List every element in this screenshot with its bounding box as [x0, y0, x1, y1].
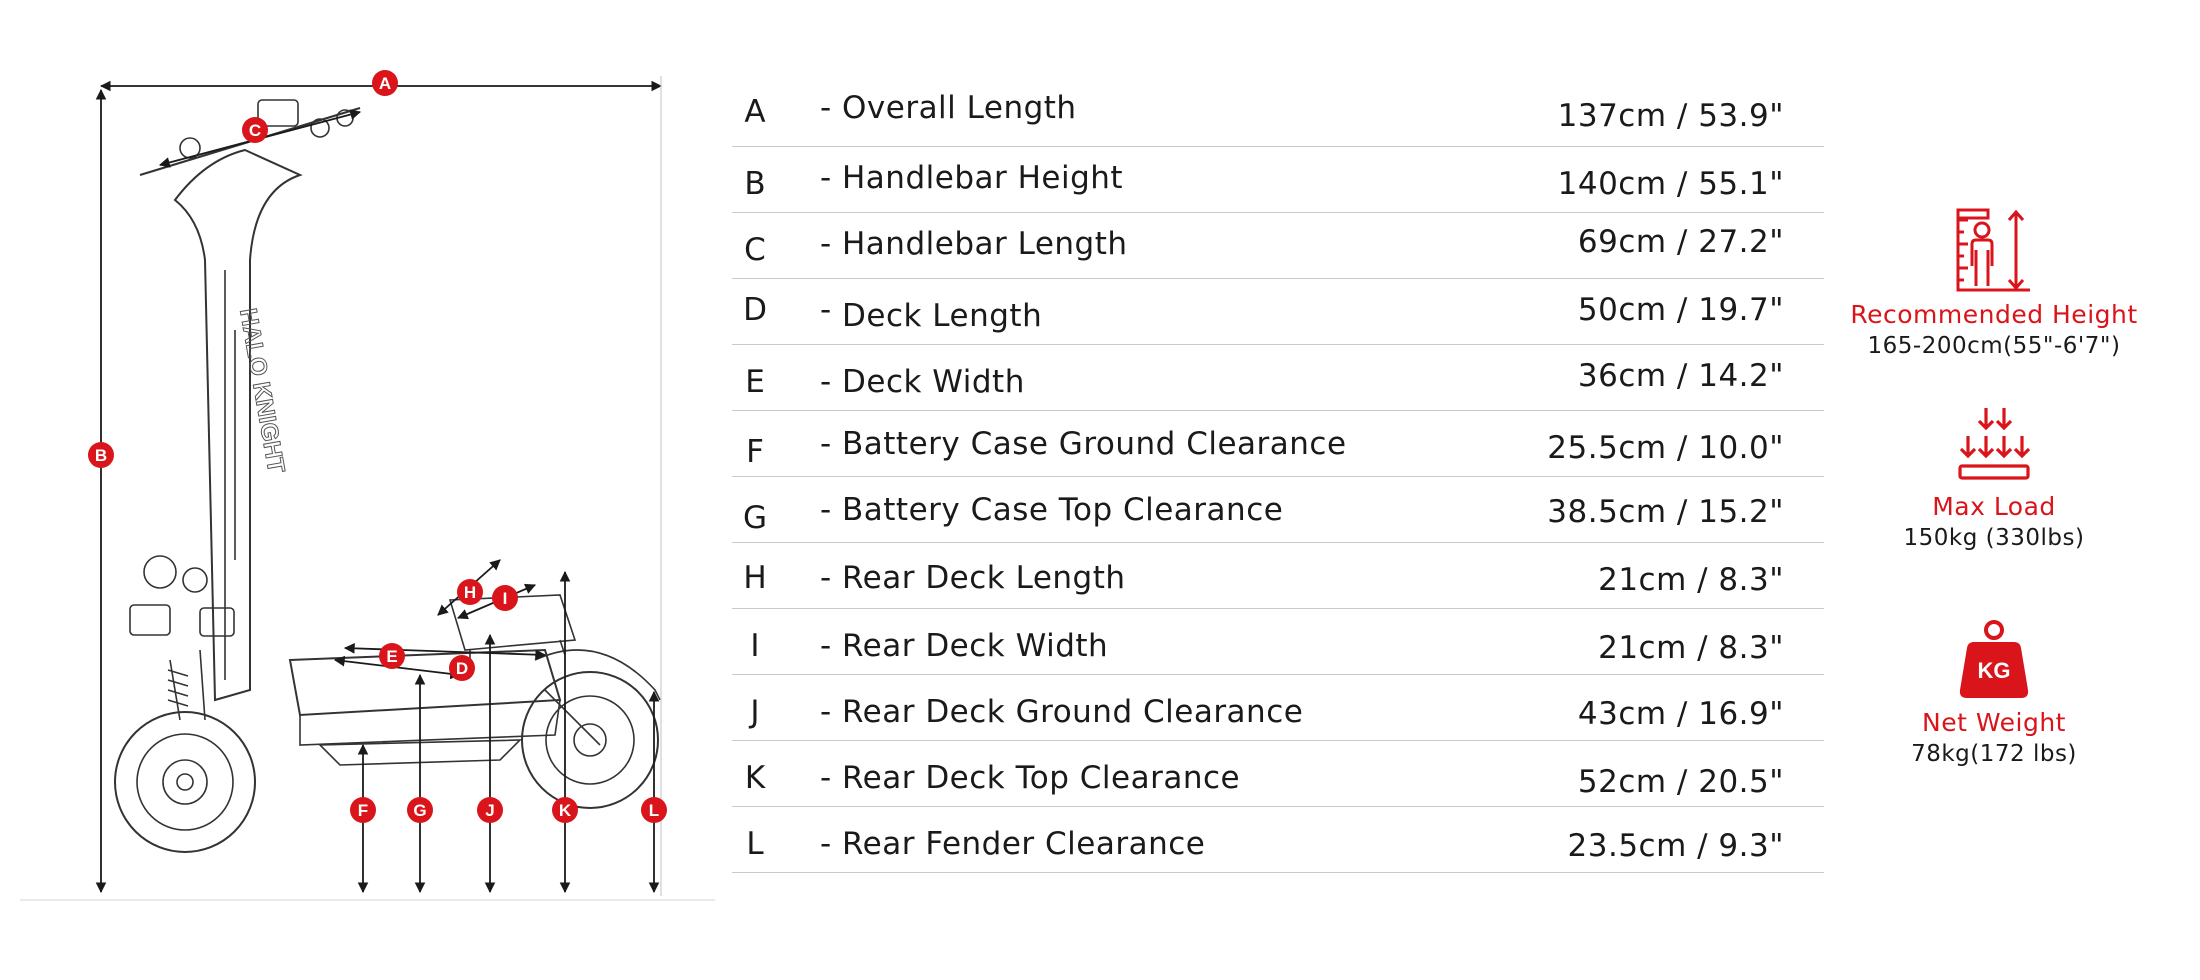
spec-dash: -	[820, 628, 832, 664]
spec-letter: E	[745, 364, 765, 400]
spec-row-d	[732, 278, 1824, 345]
spec-dash: -	[820, 364, 832, 400]
marker-h	[457, 579, 483, 605]
spec-dash: -	[820, 160, 832, 196]
marker-i	[492, 585, 518, 611]
marker-k	[552, 797, 578, 823]
spec-row-a	[732, 80, 1824, 147]
spec-value: 21cm / 8.3"	[1598, 630, 1784, 666]
spec-dash: -	[820, 760, 832, 796]
spec-letter: B	[744, 166, 766, 202]
spec-name: Battery Case Top Clearance	[842, 492, 1284, 528]
spec-row-e	[732, 344, 1824, 411]
feature-value: 78kg(172 lbs)	[1911, 741, 2077, 767]
spec-value: 137cm / 53.9"	[1557, 98, 1784, 134]
feature-label: Recommended Height	[1850, 300, 2138, 329]
marker-letter: D	[455, 659, 469, 678]
spec-name: Rear Deck Width	[842, 628, 1109, 664]
weight-badge-text: KG	[1977, 658, 2011, 683]
spec-name: Battery Case Ground Clearance	[842, 426, 1347, 462]
spec-letter: D	[743, 292, 767, 328]
height-measure-icon	[1954, 208, 2034, 292]
spec-name: Rear Fender Clearance	[842, 826, 1206, 862]
max-load-icon	[1954, 406, 2034, 482]
feature-label: Net Weight	[1922, 708, 2066, 737]
spec-letter: G	[742, 500, 768, 536]
brand-text: HALO KNIGHT	[234, 306, 290, 476]
feature-label: Max Load	[1932, 492, 2056, 521]
scooter-drawing	[20, 100, 715, 900]
marker-d	[449, 655, 475, 681]
spec-row-l	[732, 806, 1824, 873]
spec-row-i	[732, 608, 1824, 675]
marker-letter: C	[248, 121, 262, 140]
spec-dash: -	[820, 426, 832, 462]
spec-name: Overall Length	[842, 90, 1077, 126]
spec-dash: -	[820, 694, 832, 730]
spec-name: Handlebar Length	[842, 226, 1128, 262]
marker-letter: L	[648, 801, 660, 820]
marker-letter: I	[502, 589, 508, 608]
spec-row-b	[732, 146, 1824, 213]
spec-value: 140cm / 55.1"	[1557, 166, 1784, 202]
spec-value: 38.5cm / 15.2"	[1547, 494, 1784, 530]
marker-g	[407, 797, 433, 823]
feature-max-load	[1824, 406, 2164, 551]
spec-letter: K	[744, 760, 766, 796]
dimension-lines	[101, 76, 661, 896]
spec-name: Deck Length	[842, 298, 1043, 334]
marker-b	[88, 442, 114, 468]
feature-value: 165-200cm(55"-6'7")	[1867, 333, 2121, 359]
spec-name: Rear Deck Top Clearance	[842, 760, 1241, 796]
spec-row-g	[732, 476, 1824, 543]
spec-value: 52cm / 20.5"	[1577, 764, 1784, 800]
spec-letter: F	[746, 434, 764, 470]
spec-row-j	[732, 674, 1824, 741]
spec-name: Handlebar Height	[842, 160, 1124, 196]
feature-value: 150kg (330lbs)	[1903, 525, 2085, 551]
spec-letter: J	[750, 694, 760, 730]
spec-dash: -	[820, 226, 832, 262]
marker-letter: H	[463, 583, 477, 602]
marker-letter: F	[357, 801, 369, 820]
marker-a	[372, 70, 398, 96]
spec-value: 43cm / 16.9"	[1577, 696, 1784, 732]
spec-dash: -	[820, 292, 832, 328]
spec-dash: -	[820, 826, 832, 862]
feature-net-weight	[1824, 618, 2164, 767]
spec-value: 21cm / 8.3"	[1598, 562, 1784, 598]
spec-letter: L	[746, 826, 764, 862]
marker-letter: B	[94, 446, 108, 465]
feature-recommended-height	[1824, 208, 2164, 359]
marker-e	[379, 643, 405, 669]
marker-letter: K	[558, 801, 572, 820]
spec-row-h	[732, 542, 1824, 609]
spec-name: Deck Width	[842, 364, 1025, 400]
spec-value: 36cm / 14.2"	[1577, 358, 1784, 394]
spec-letter: C	[744, 232, 766, 268]
spec-row-f	[732, 410, 1824, 477]
spec-dash: -	[820, 560, 832, 596]
spec-value: 23.5cm / 9.3"	[1567, 828, 1784, 864]
weight-kg-icon	[1954, 618, 2034, 702]
scooter-diagram	[0, 0, 720, 980]
spec-name: Rear Deck Length	[842, 560, 1126, 596]
spec-dash: -	[820, 90, 832, 126]
spec-value: 50cm / 19.7"	[1577, 292, 1784, 328]
spec-name: Rear Deck Ground Clearance	[842, 694, 1304, 730]
spec-value: 25.5cm / 10.0"	[1547, 430, 1784, 466]
spec-row-c	[732, 212, 1824, 279]
spec-letter: H	[743, 560, 767, 596]
spec-row-k	[732, 740, 1824, 807]
spec-value: 69cm / 27.2"	[1577, 224, 1784, 260]
marker-j	[477, 797, 503, 823]
spec-letter: A	[744, 94, 766, 130]
marker-c	[242, 117, 268, 143]
spec-letter: I	[750, 628, 760, 664]
marker-letter: A	[378, 74, 392, 93]
marker-letter: J	[485, 801, 495, 820]
marker-l	[641, 797, 667, 823]
spec-dash: -	[820, 492, 832, 528]
marker-letter: E	[386, 647, 398, 666]
marker-f	[350, 797, 376, 823]
marker-letter: G	[413, 801, 427, 820]
